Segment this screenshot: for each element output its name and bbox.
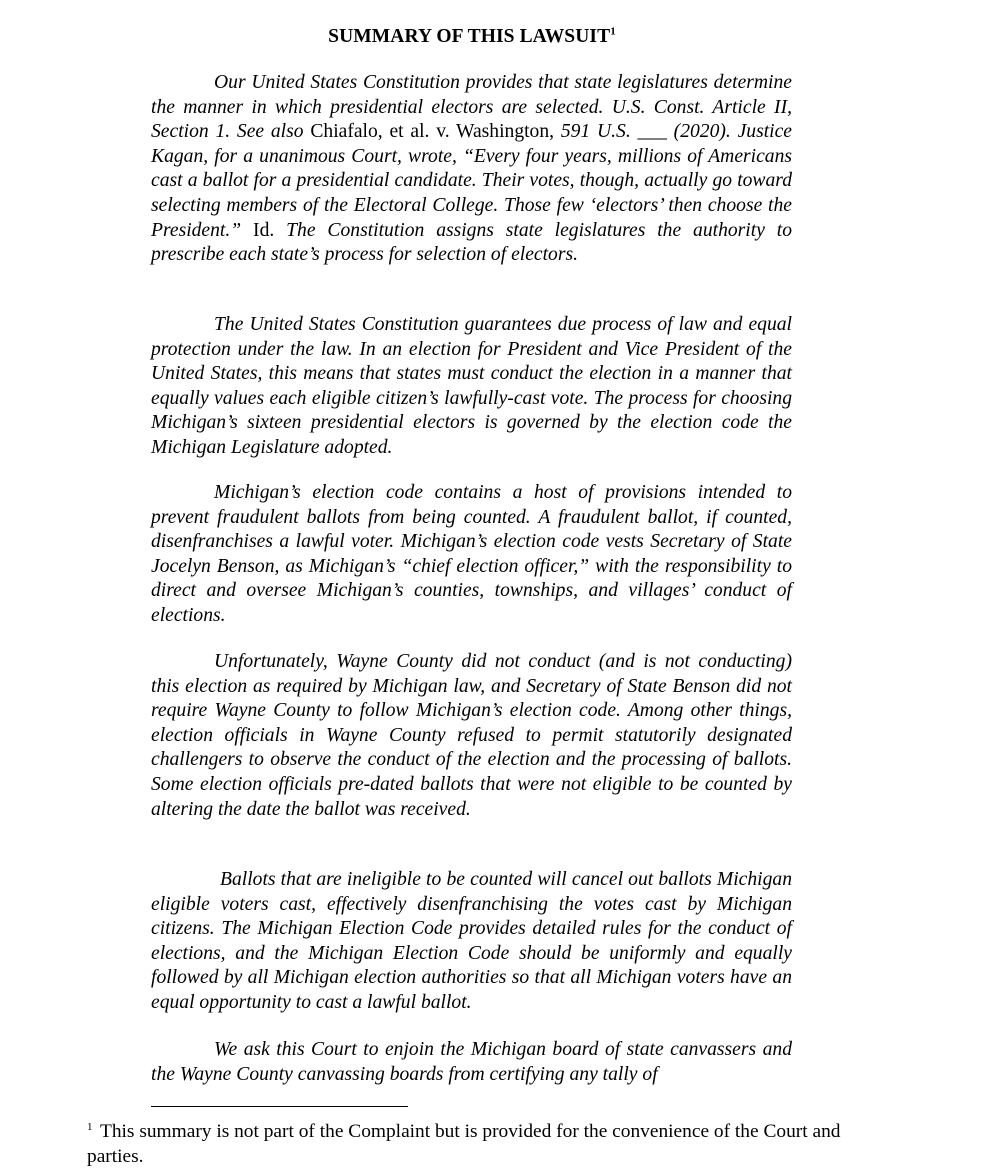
paragraph-5	[151, 868, 792, 1016]
paragraph-4	[151, 650, 792, 822]
paragraph-text: Ballots that are ineligible to be counted will cancel out ballots Michigan eligible voters cast, effectively disenfranchising the votes cast by Michigan citizens. The Michigan Election Code provides detailed rules for the conduct of elections, and the Michigan Election Code should be uniformly and equally followed by all Michigan election authorities so that all Michigan voters have an equal opportunity to cast a lawful ballot.	[151, 869, 792, 1013]
paragraph-text: The United States Constitution guarantees due process of law and equal protection under the law. In an election for President and Vice President of the United States, this means that states must conduct the election in a manner that equally values each eligible citizen’s lawfully-cast vote. The process for choosing Michigan’s sixteen presidential electors is governed by the election code the Michigan Legislature adopted.	[151, 314, 792, 458]
paragraph-text: We ask this Court to enjoin the Michigan board of state canvassers and the Wayne County canvassing boards from certifying any tally of	[151, 1039, 792, 1085]
footnote-number: 1	[87, 1120, 93, 1133]
footnote-text: This summary is not part of the Complaint but is provided for the convenience of the Court and parties.	[87, 1121, 841, 1167]
paragraph-text: 591 U.S. ___ (2020). Justice Kagan, for a unanimous Court, wrote, “Every four years, millions of Americans cast a ballot for a presidential candidate. Their votes, though, actually go toward selecting members of the Electoral College. Those few ‘electors’ then choose the President.”	[151, 121, 792, 241]
paragraph-2	[151, 313, 792, 461]
footnote-divider	[151, 1106, 408, 1107]
citation-id: Id.	[253, 219, 275, 241]
footnote-marker: 1	[610, 25, 616, 38]
paragraph-6	[151, 1038, 792, 1087]
paragraph-3	[151, 481, 792, 629]
paragraph-1	[151, 71, 792, 268]
paragraph-text: Michigan’s election code contains a host of provisions intended to prevent fraudulent ballots from being counted. A fraudulent ballot, if counted, disenfranchises a lawful voter. Michigan’s election code vests Secretary of State Jocelyn Benson, as Michigan’s “chief election officer,” with the responsibility to direct and oversee Michigan’s counties, townships, and villages’ conduct of elections.	[151, 482, 792, 626]
page-title-text: SUMMARY OF THIS LAWSUIT	[328, 26, 611, 47]
paragraph-text: Our United States Constitution provides that state legislatures determine the manner in which presidential electors are selected. U.S. Const. Article II, Section 1. See also	[151, 72, 792, 143]
case-citation: Chiafalo, et al. v. Washington,	[310, 121, 555, 143]
page-title	[0, 26, 944, 48]
paragraph-text: Unfortunately, Wayne County did not conduct (and is not conducting) this election as required by Michigan law, and Secretary of State Benson did not require Wayne County to follow Michigan’s election code. Among other things, election officials in Wayne County refused to permit statutorily designated challengers to observe the conduct of the election and the processing of ballots. Some election officials pre-dated ballots that were not eligible to be counted by altering the date the ballot was received.	[151, 651, 792, 820]
paragraph-text: The Constitution assigns state legislatures the authority to prescribe each state’s process for selection of electors.	[151, 219, 793, 266]
footnote	[87, 1119, 867, 1169]
